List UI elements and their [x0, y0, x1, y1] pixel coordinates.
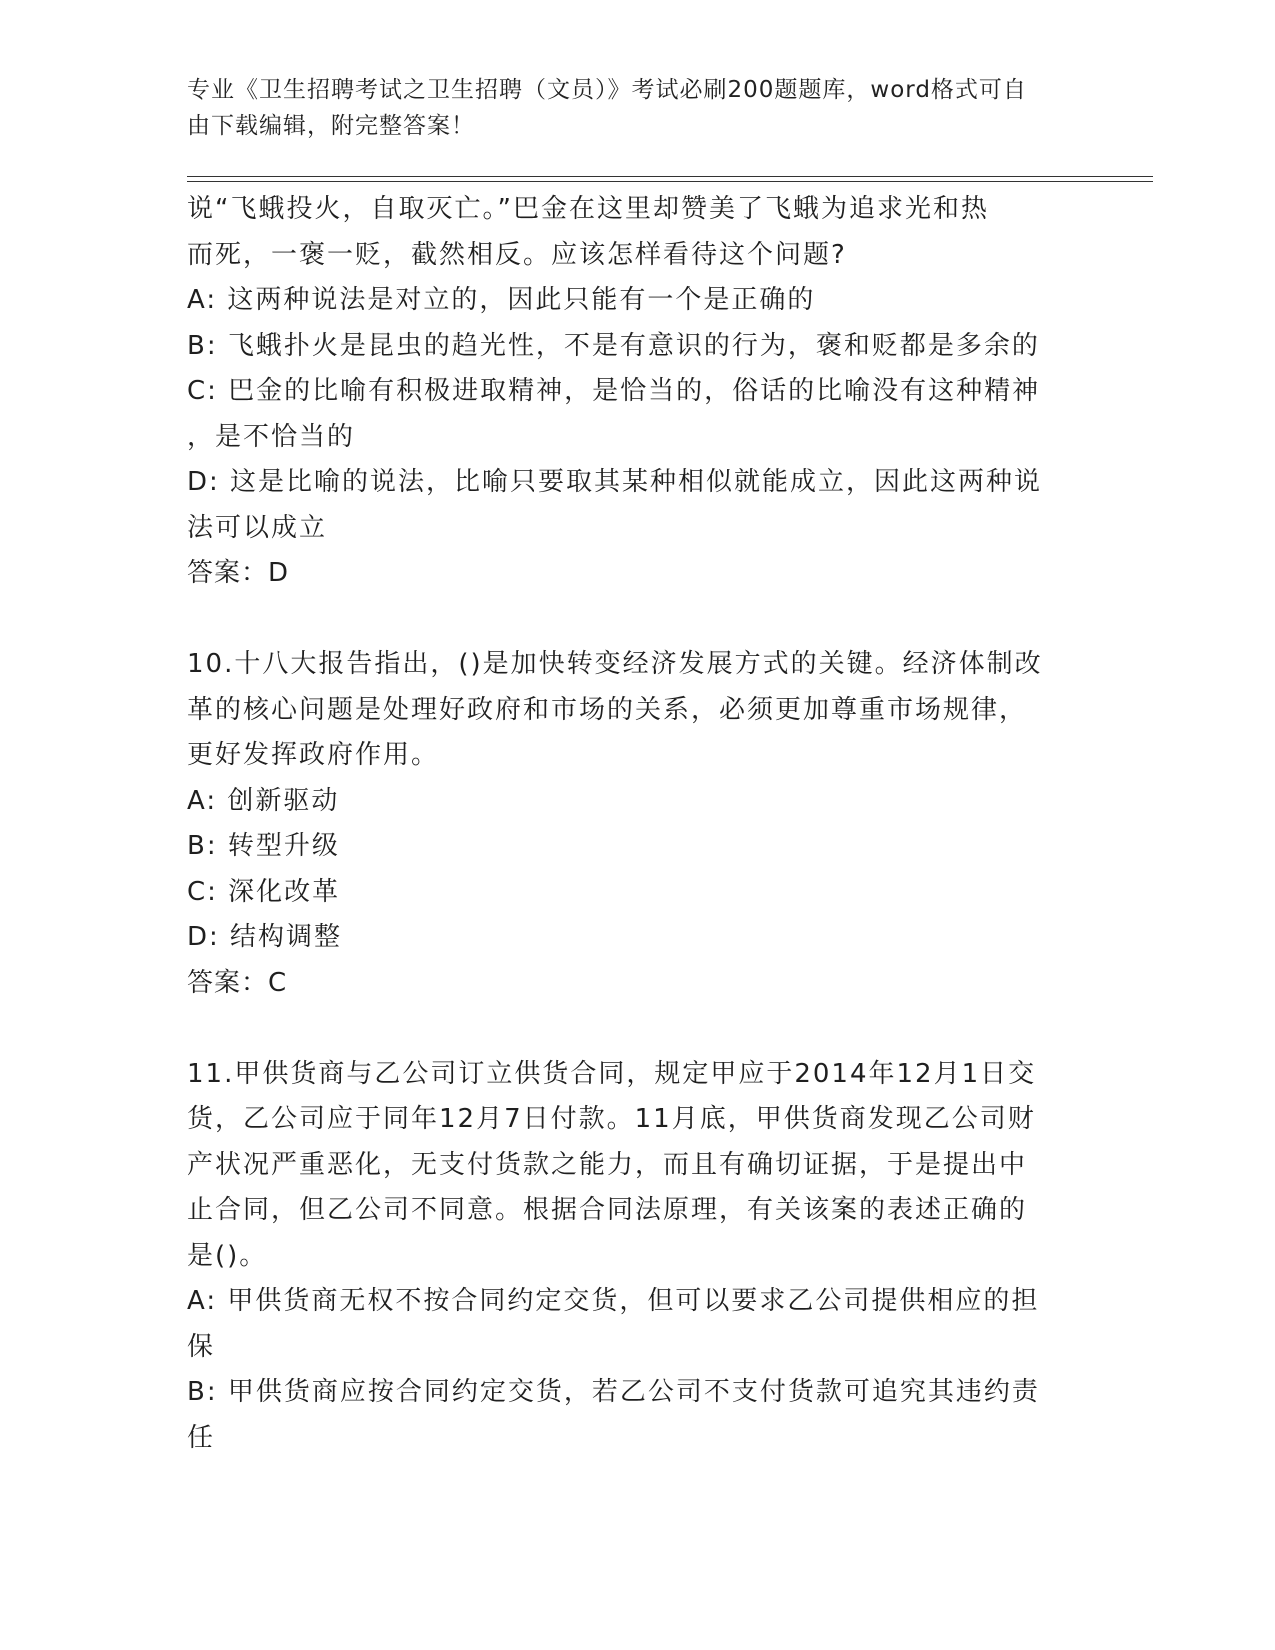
- question-11-stem-line-3: 产状况严重恶化，无支付货款之能力，而且有确切证据，于是提出中: [187, 1149, 1028, 1180]
- header-line-1: 专业《卫生招聘考试之卫生招聘（文员）》考试必刷200题题库，word格式可自: [187, 77, 1027, 103]
- question-9-option-d-line-1: D: 这是比喻的说法，比喻只要取其某种相似就能成立，因此这两种说: [187, 467, 1043, 497]
- question-9-stem-line-2: 而死，一褒一贬，截然相反。应该怎样看待这个问题?: [187, 239, 847, 270]
- question-11-option-a-line-2: 保: [187, 1331, 216, 1362]
- header-line-2: 由下载编辑，附完整答案！: [187, 113, 475, 139]
- question-9: [187, 187, 1087, 597]
- spacer: [187, 597, 1087, 643]
- question-10-stem-line-1: 10.十八大报告指出，()是加快转变经济发展方式的关键。经济体制改: [187, 649, 1043, 679]
- document-header: [187, 72, 1077, 144]
- question-10-stem-line-3: 更好发挥政府作用。: [187, 740, 440, 770]
- question-10-option-c: C: 深化改革: [187, 876, 341, 907]
- question-9-answer: 答案：D: [187, 558, 290, 588]
- question-9-stem-line-1: 说“飞蛾投火，自取灭亡。”巴金在这里却赞美了飞蛾为追求光和热: [187, 194, 989, 224]
- question-9-option-a: A: 这两种说法是对立的，因此只能有一个是正确的: [187, 285, 816, 315]
- question-9-option-c-line-1: C: 巴金的比喻有积极进取精神，是恰当的，俗话的比喻没有这种精神: [187, 376, 1041, 406]
- question-content: [187, 187, 1087, 1461]
- question-10: [187, 642, 1087, 1006]
- question-10-option-b: B: 转型升级: [187, 831, 340, 861]
- question-11-stem-line-4: 止合同，但乙公司不同意。根据合同法原理，有关该案的表述正确的: [187, 1195, 1028, 1225]
- question-11-option-b-line-1: B: 甲供货商应按合同约定交货，若乙公司不支付货款可追究其违约责: [187, 1377, 1040, 1407]
- spacer: [187, 1006, 1087, 1052]
- question-11-stem-line-2: 货，乙公司应于同年12月7日付款。11月底，甲供货商发现乙公司财: [187, 1104, 1036, 1134]
- question-10-answer: 答案：C: [187, 967, 288, 998]
- question-11-stem-line-1: 11.甲供货商与乙公司订立供货合同，规定甲应于2014年12月1日交: [187, 1058, 1037, 1089]
- question-11-stem-line-5: 是()。: [187, 1240, 268, 1271]
- question-11-option-b-line-2: 任: [187, 1422, 216, 1453]
- header-rule-bottom: [187, 181, 1153, 182]
- question-9-option-b: B: 飞蛾扑火是昆虫的趋光性，不是有意识的行为，褒和贬都是多余的: [187, 330, 1040, 361]
- question-10-option-a: A: 创新驱动: [187, 785, 340, 816]
- question-11: [187, 1052, 1087, 1462]
- question-11-option-a-line-1: A: 甲供货商无权不按合同约定交货，但可以要求乙公司提供相应的担: [187, 1286, 1040, 1316]
- question-10-stem-line-2: 革的核心问题是处理好政府和市场的关系，必须更加尊重市场规律，: [187, 694, 1028, 725]
- question-9-option-d-line-2: 法可以成立: [187, 512, 328, 543]
- question-10-option-d: D: 结构调整: [187, 922, 343, 952]
- header-rule-top: [187, 176, 1153, 177]
- question-9-option-c-line-2: ，是不恰当的: [187, 421, 356, 452]
